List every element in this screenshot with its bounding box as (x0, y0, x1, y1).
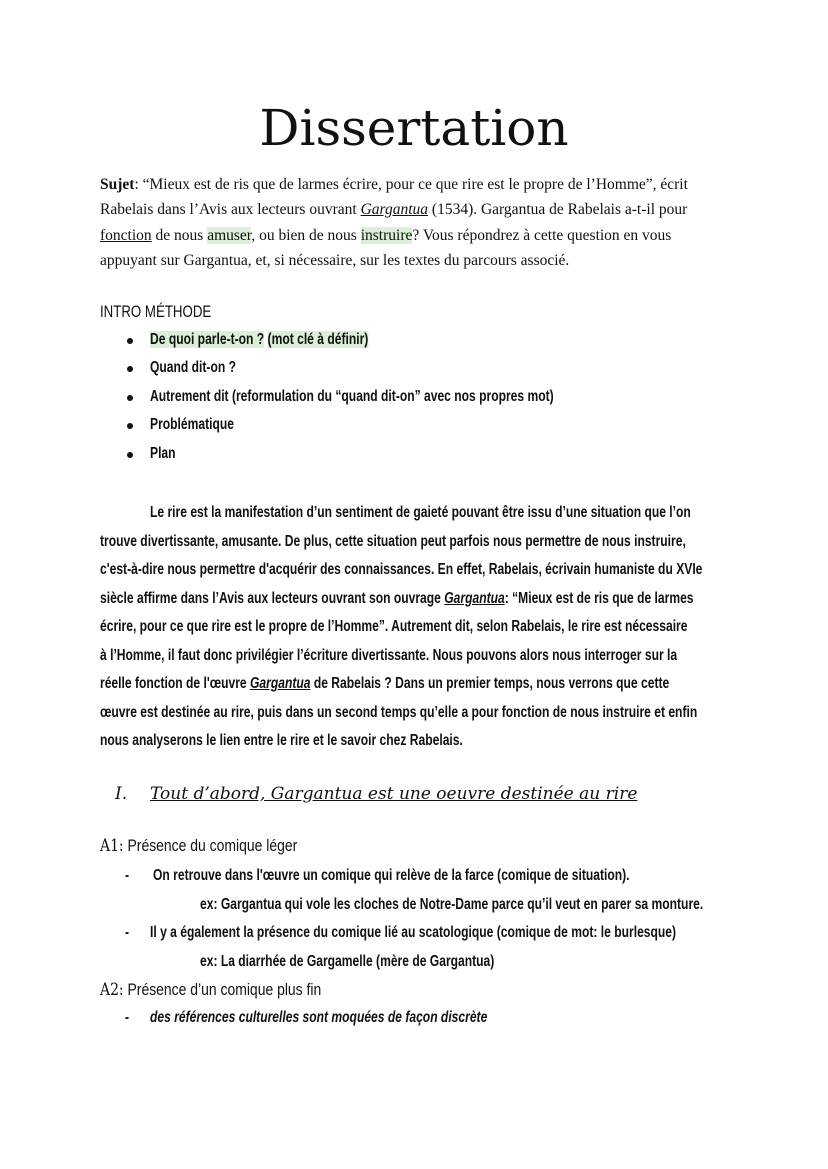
bullet-icon (127, 423, 133, 429)
text: de nous (151, 227, 208, 244)
sujet-line (100, 201, 687, 219)
subsection-a1 (100, 836, 297, 856)
text: réelle fonction de l'œuvre (100, 675, 251, 692)
book-title: Gargantua (360, 201, 429, 218)
text: ? Vous répondrez à cette question en vous (412, 227, 672, 244)
sujet-line (100, 176, 688, 194)
text: De quoi parle-t-on ? (150, 331, 265, 348)
label: A1: (100, 836, 124, 856)
text: (1534). Gargantua de Rabelais a-t-il pour (428, 201, 688, 218)
intro-line (100, 675, 669, 693)
list-item: Autrement dit (reformulation du “quand dit-on” avec nos propres mot) (150, 388, 554, 405)
highlight: instruire (360, 227, 413, 244)
example: ex: Gargantua qui vole les cloches de Notre-Dame parce qu’il veut en parer sa monture. (200, 896, 704, 913)
text: Présence du comique léger (123, 836, 298, 855)
intro-line: à l’Homme, il faut donc privilégier l’écriture divertissante. Nous pouvons alors nous interroger sur la (100, 647, 678, 664)
sujet-label: Sujet (100, 176, 135, 193)
intro-line: écrire, pour ce que rire est le propre de l’Homme”. Autrement dit, selon Rabelais, le rire est nécessaire (100, 618, 688, 635)
book-title: Gargantua (444, 590, 505, 607)
bullet-icon (127, 395, 133, 401)
dash-icon: - (125, 924, 130, 941)
list-item: Plan (150, 445, 176, 462)
intro-line: nous analyserons le lien entre le rire et le savoir chez Rabelais. (100, 732, 463, 749)
text: siècle affirme dans l’Avis aux lecteurs ouvrant son ouvrage (100, 590, 445, 607)
text: : “Mieux est de ris que de larmes écrire, pour ce que rire est le propre de l’Homme”, écrit (134, 176, 688, 193)
dash-icon: - (125, 1009, 130, 1026)
highlight: amuser (207, 227, 252, 244)
intro-line: trouve divertissante, amusante. De plus, cette situation peut parfois nous permettre de nous instruire, (100, 533, 686, 550)
text: de Rabelais ? Dans un premier temps, nous verrons que cette (310, 675, 670, 692)
list-item: Il y a également la présence du comique lié au scatologique (comique de mot: le burlesque) (150, 924, 677, 941)
subsection-a2 (100, 980, 321, 1000)
text: (mot clé à définir) (267, 331, 369, 348)
intro-line (100, 590, 694, 608)
part-title: Tout d’abord, Gargantua est une oeuvre destinée au rire (150, 784, 638, 804)
intro-line: œuvre est destinée au rire, puis dans un second temps qu’elle a pour fonction de nous instruire et enfin (100, 704, 698, 721)
example: ex: La diarrhée de Gargamelle (mère de Gargantua) (200, 953, 495, 970)
sujet-line (100, 227, 671, 245)
list-item (150, 331, 368, 349)
page-title: Dissertation (259, 99, 569, 157)
list-item: des références culturelles sont moquées de façon discrète (150, 1009, 488, 1026)
sujet-line: appuyant sur Gargantua, et, si nécessaire, sur les textes du parcours associé. (100, 252, 570, 269)
text: Présence d’un comique plus fin (123, 980, 322, 999)
bullet-icon (127, 452, 133, 458)
intro-line: Le rire est la manifestation d’un sentiment de gaieté pouvant être issu d’une situation que l’on (150, 504, 691, 521)
bullet-icon (127, 338, 133, 344)
list-item: Quand dit-on ? (150, 359, 236, 376)
text: : “Mieux est de ris que de larmes (504, 590, 694, 607)
text: Rabelais dans l’Avis aux lecteurs ouvrant (100, 201, 361, 218)
part-number: I. (115, 784, 128, 804)
book-title: Gargantua (250, 675, 311, 692)
intro-methode-heading: INTRO MÉTHODE (100, 302, 212, 321)
intro-line: c'est-à-dire nous permettre d'acquérir des connaissances. En effet, Rabelais, écrivain humaniste du XVIe (100, 561, 703, 578)
list-item: Problématique (150, 416, 234, 433)
label: A2: (100, 980, 124, 1000)
bullet-icon (127, 366, 133, 372)
dash-icon: - (125, 867, 130, 884)
text: , ou bien de nous (251, 227, 361, 244)
list-item: On retrouve dans l'œuvre un comique qui relève de la farce (comique de situation). (153, 867, 630, 884)
text: fonction (100, 227, 152, 244)
